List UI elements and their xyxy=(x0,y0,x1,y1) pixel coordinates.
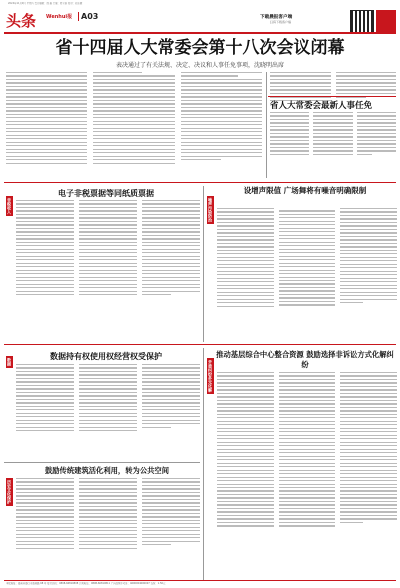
story-3-tag: 数据 xyxy=(7,358,12,366)
column-divider-2 xyxy=(203,348,204,580)
lead-columns xyxy=(6,72,262,180)
side-story-headline: 省人大常委会最新人事任免 xyxy=(270,101,373,111)
story-2-body xyxy=(217,208,397,342)
side-story-body xyxy=(270,112,396,176)
lead-subhead: 表决通过了有关法规、决定、决议和人事任免事项，沈晓明出席 xyxy=(115,62,284,69)
footer-text: 本报地址：海南省海口市海府路 68 号 报社总机：0898-66810808 订阅电话：0898-66810811 广告经营许可证：4600004000007 每份：1.50元 xyxy=(6,582,166,585)
story-2-tag: 噪声污染防治 xyxy=(208,198,213,222)
footer-rule xyxy=(4,580,396,581)
section-rule-1 xyxy=(4,182,396,183)
story-divider xyxy=(4,462,200,463)
story-5-body xyxy=(16,478,200,578)
story-1-headline: 电子非税票据等同纸质票据 xyxy=(58,189,154,198)
logo-block xyxy=(376,10,396,32)
story-4-headline: 推动基层综合中心整合资源 鼓励选择非诉讼方式化解纠纷 xyxy=(216,350,394,369)
masthead-rule xyxy=(4,32,396,34)
app-label: 下载晨报客户端 xyxy=(260,15,293,20)
page-number: A03 xyxy=(78,12,98,21)
story-4-tag: 矛盾纠纷多元化解 xyxy=(208,360,213,392)
section-rule-2 xyxy=(4,344,396,345)
meta-line: 2024年11月9日 星期六 责任编辑：周 鑫 美编：郭立新 校对：刘永健 xyxy=(8,2,83,5)
lead-headline: 省十四届人大常委会第十八次会议闭幕 xyxy=(55,38,345,58)
story-2-headline: 设增声限值 广场舞将有噪音明确限制 xyxy=(243,186,367,195)
side-story-rule xyxy=(268,96,396,97)
lead-body xyxy=(6,72,262,180)
story-4-body xyxy=(217,372,397,578)
story-5-tag: 历史文化保护 xyxy=(7,480,12,504)
app-sub: 扫码下载客户端 xyxy=(270,20,292,24)
story-1-body xyxy=(16,200,200,330)
story-1-tag: 非税收入 xyxy=(7,198,12,214)
story-5-headline: 鼓励传统建筑活化利用，转为公共空间 xyxy=(44,466,170,475)
section-title: 头条 xyxy=(6,12,37,30)
paper-name: Wenhui报 xyxy=(46,14,73,20)
qr-code xyxy=(350,10,374,34)
column-divider-1 xyxy=(203,186,204,342)
story-3-body xyxy=(16,364,200,460)
side-divider xyxy=(266,72,267,178)
story-3-headline: 数据持有权使用权经营权受保护 xyxy=(50,352,162,361)
